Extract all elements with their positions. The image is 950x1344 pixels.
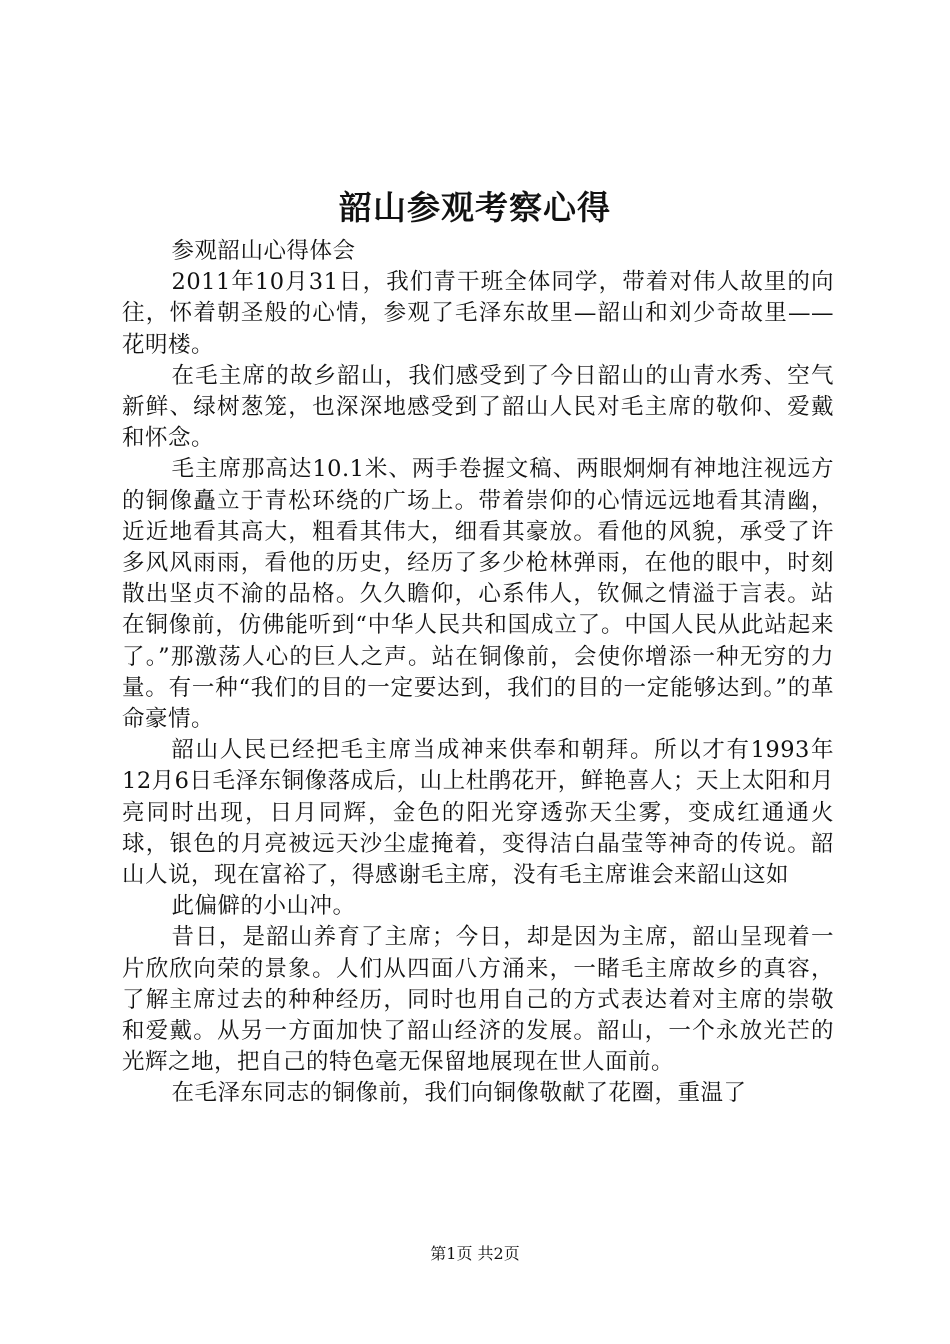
paragraph: 此偏僻的小山冲。 bbox=[171, 893, 356, 920]
paragraph-subtitle: 参观韶山心得体会 bbox=[171, 238, 356, 264]
paragraph: 昔日，是韶山养育了主席；今日，却是因为主席，韶山呈现着一片欣欣向荣的景象。人们从四面八方涌来，一睹毛主席故乡的真容，了解主席过去的种种经历，同时也用自己的方式表达着对主席的崇敬和爱戴。从另一方面加快了韶山经济的发展。韶山，一个永放光芒的光辉之地，把自己的特色毫无保留地展现在世人面前。 bbox=[122, 924, 834, 1076]
paragraph: 2011年10月31日，我们青干班全体同学，带着对伟人故里的向往，怀着朝圣般的心情，参观了毛泽东故里—韶山和刘少奇故里——花明楼。 bbox=[122, 269, 834, 358]
document-title: 韶山参观考察心得 bbox=[339, 188, 611, 227]
paragraph: 在毛主席的故乡韶山，我们感受到了今日韶山的山青水秀、空气新鲜、绿树葱笼，也深深地感受到了韶山人民对毛主席的敬仰、爱戴和怀念。 bbox=[122, 362, 834, 452]
paragraph: 在毛泽东同志的铜像前，我们向铜像敬献了花圈，重温了 bbox=[171, 1080, 747, 1107]
page-footer: 第1页 共2页 bbox=[430, 1244, 520, 1263]
document-body bbox=[122, 236, 834, 1110]
paragraph: 毛主席那高达10.1米、两手卷握文稿、两眼炯炯有神地注视远方的铜像矗立于青松环绕的广场上。带着崇仰的心情远远地看其清幽，近近地看其高大，粗看其伟大，细看其豪放。看他的风貌，承受了许多风风雨雨，看他的历史，经历了多少枪林弹雨，在他的眼中，时刻散出坚贞不渝的品格。久久瞻仰，心系伟人，钦佩之情溢于言表。站在铜像前，仿佛能听到“中华人民共和国成立了。中国人民从此站起来了。”那激荡人心的巨人之声。站在铜像前，会使你增添一种无穷的力量。有一种“我们的目的一定要达到，我们的目的一定能够达到。”的革命豪情。 bbox=[122, 456, 834, 733]
paragraph: 韶山人民已经把毛主席当成神来供奉和朝拜。所以才有1993年12月6日毛泽东铜像落成后，山上杜鹃花开，鲜艳喜人；天上太阳和月亮同时出现，日月同辉，金色的阳光穿透弥天尘雾，变成红通通火球，银色的月亮被远天沙尘虚掩着，变得洁白晶莹等神奇的传说。韶山人说，现在富裕了，得感谢毛主席，没有毛主席谁会来韶山这如 bbox=[122, 737, 834, 889]
